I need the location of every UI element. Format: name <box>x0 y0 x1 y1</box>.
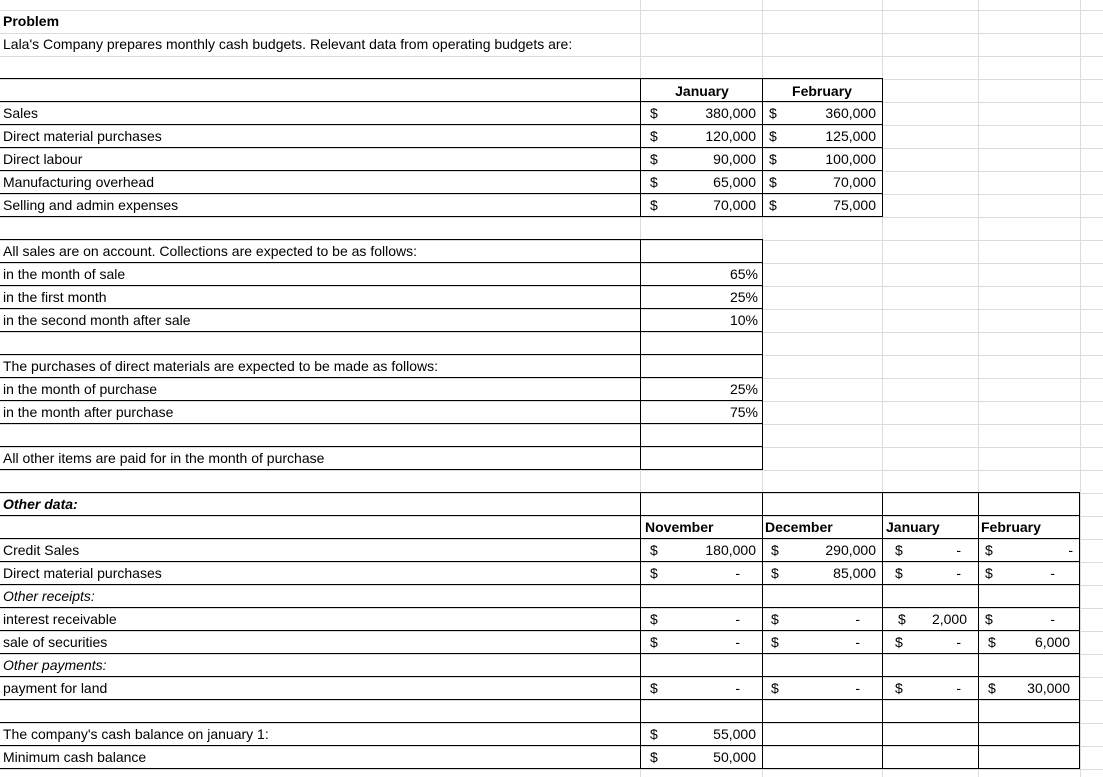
feb-value: 125,000 <box>825 128 876 144</box>
grid-row-line <box>0 562 1103 563</box>
grid-row-line <box>0 723 1103 724</box>
purchases-value: 75% <box>729 404 758 420</box>
grid-row-line <box>0 217 1103 218</box>
border-line <box>0 722 1080 723</box>
grid-row-line <box>0 148 1103 149</box>
border-line <box>0 216 883 217</box>
border-line <box>0 446 763 447</box>
budget-header-january: January <box>675 83 729 99</box>
grid-row-line <box>0 125 1103 126</box>
border-line <box>0 745 1080 746</box>
row-label: Direct material purchases <box>3 565 162 581</box>
dollar-sign: $ <box>650 542 658 558</box>
dollar-sign: $ <box>650 174 658 190</box>
row-label: Manufacturing overhead <box>3 174 154 190</box>
nov-value: - <box>735 565 740 581</box>
border-line <box>0 699 1080 700</box>
dollar-sign: $ <box>769 128 777 144</box>
border-line <box>640 78 641 216</box>
jan-value: - <box>956 565 961 581</box>
grid-row-line <box>0 654 1103 655</box>
grid-row-line <box>0 585 1103 586</box>
grid-row-line <box>0 194 1103 195</box>
jan-value: - <box>956 680 961 696</box>
border-line <box>0 147 883 148</box>
feb-value: - <box>1068 542 1073 558</box>
row-label: Sales <box>3 105 39 121</box>
feb-value: 6,000 <box>1034 634 1070 650</box>
dollar-sign: $ <box>650 565 658 581</box>
feb-value: - <box>1050 611 1055 627</box>
grid-row-line <box>0 401 1103 402</box>
grid-row-line <box>0 677 1103 678</box>
jan-value: 70,000 <box>713 197 756 213</box>
dollar-sign: $ <box>771 565 779 581</box>
grid-row-line <box>0 447 1103 448</box>
border-line <box>0 262 763 263</box>
dollar-sign: $ <box>769 197 777 213</box>
header-february: February <box>981 519 1041 535</box>
grid-row-line <box>0 470 1103 471</box>
grid-row-line <box>0 263 1103 264</box>
border-line <box>882 78 883 216</box>
border-line <box>0 101 883 102</box>
grid-row-line <box>0 631 1103 632</box>
border-line <box>0 653 1080 654</box>
row-label: Direct material purchases <box>3 128 162 144</box>
feb-value: 360,000 <box>825 105 876 121</box>
other-receipts-label: Other receipts: <box>3 588 95 604</box>
border-line <box>0 423 763 424</box>
dollar-sign: $ <box>895 565 903 581</box>
dollar-sign: $ <box>650 726 658 742</box>
dollar-sign: $ <box>771 680 779 696</box>
border-line <box>0 469 763 470</box>
dollar-sign: $ <box>895 634 903 650</box>
dollar-sign: $ <box>988 680 996 696</box>
border-line <box>0 354 763 355</box>
dollar-sign: $ <box>650 749 658 765</box>
dollar-sign: $ <box>650 611 658 627</box>
border-line <box>0 538 1080 539</box>
grid-row-line <box>0 355 1103 356</box>
dollar-sign: $ <box>650 634 658 650</box>
nov-value: - <box>735 680 740 696</box>
dollar-sign: $ <box>985 565 993 581</box>
grid-row-line <box>0 332 1103 333</box>
grid-row-line <box>0 102 1103 103</box>
border-line <box>978 492 979 768</box>
grid-row-line <box>0 493 1103 494</box>
grid-row-line <box>0 240 1103 241</box>
border-line <box>0 285 763 286</box>
purchases-value: 25% <box>729 381 758 397</box>
dollar-sign: $ <box>769 151 777 167</box>
border-line <box>0 515 1080 516</box>
border-line <box>1079 492 1080 768</box>
row-label: Credit Sales <box>3 542 80 558</box>
border-line <box>0 676 1080 677</box>
grid-row-line <box>0 700 1103 701</box>
grid-row-line <box>0 79 1103 80</box>
header-december: December <box>765 519 833 535</box>
purchases-label: in the month after purchase <box>3 404 174 420</box>
border-line <box>0 193 883 194</box>
grid-row-line <box>0 171 1103 172</box>
jan-value: 2,000 <box>931 611 967 627</box>
dollar-sign: $ <box>771 611 779 627</box>
collections-title: All sales are on account. Collections are expected to be as follows: <box>3 243 418 259</box>
dollar-sign: $ <box>771 634 779 650</box>
dollar-sign: $ <box>895 680 903 696</box>
header-november: November <box>645 519 714 535</box>
jan-value: - <box>956 634 961 650</box>
border-line <box>0 377 763 378</box>
border-line <box>762 239 763 469</box>
row-label: Direct labour <box>3 151 83 167</box>
jan-value: 90,000 <box>713 151 756 167</box>
feb-value: 30,000 <box>1027 680 1070 696</box>
border-line <box>640 239 641 469</box>
dollar-sign: $ <box>985 611 993 627</box>
grid-row-line <box>0 608 1103 609</box>
dollar-sign: $ <box>769 174 777 190</box>
min-balance-value: 50,000 <box>713 749 756 765</box>
problem-intro: Lala's Company prepares monthly cash budgets. Relevant data from operating budgets are: <box>3 36 573 52</box>
nov-value: - <box>735 611 740 627</box>
row-label: Selling and admin expenses <box>3 197 179 213</box>
purchases-title: The purchases of direct materials are expected to be made as follows: <box>3 358 438 374</box>
nov-value: - <box>735 634 740 650</box>
border-line <box>0 124 883 125</box>
border-line <box>0 170 883 171</box>
dollar-sign: $ <box>985 542 993 558</box>
dollar-sign: $ <box>650 197 658 213</box>
collections-label: in the month of sale <box>3 266 126 282</box>
header-january: January <box>886 519 940 535</box>
border-line <box>640 492 641 768</box>
collections-value: 25% <box>729 289 758 305</box>
collections-value: 10% <box>729 312 758 328</box>
grid-row-line <box>0 309 1103 310</box>
cash-balance-value: 55,000 <box>713 726 756 742</box>
dec-value: - <box>855 634 860 650</box>
grid-row-line <box>0 539 1103 540</box>
border-line <box>0 331 763 332</box>
border-line <box>0 308 763 309</box>
budget-header-february: February <box>792 83 852 99</box>
dollar-sign: $ <box>650 151 658 167</box>
border-line <box>0 400 763 401</box>
border-line <box>0 768 1080 769</box>
row-label: payment for land <box>3 680 108 696</box>
dec-value: 85,000 <box>833 565 876 581</box>
nov-value: 180,000 <box>705 542 756 558</box>
grid-row-line <box>0 516 1103 517</box>
border-line <box>0 607 1080 608</box>
jan-value: 380,000 <box>705 105 756 121</box>
cash-balance-label: The company's cash balance on january 1: <box>3 726 269 742</box>
row-label: sale of securities <box>3 634 108 650</box>
collections-label: in the first month <box>3 289 107 305</box>
other-payments-label: Other payments: <box>3 657 107 673</box>
grid-row-line <box>0 10 1103 11</box>
jan-value: 120,000 <box>705 128 756 144</box>
min-balance-label: Minimum cash balance <box>3 749 147 765</box>
problem-heading: Problem <box>3 13 60 29</box>
grid-row-line <box>0 746 1103 747</box>
border-line <box>0 561 1080 562</box>
grid-col-line <box>1080 0 1081 777</box>
border-line <box>0 630 1080 631</box>
border-line <box>0 584 1080 585</box>
feb-value: 75,000 <box>833 197 876 213</box>
border-line <box>0 492 1080 493</box>
row-label: interest receivable <box>3 611 117 627</box>
border-line <box>0 78 883 79</box>
feb-value: 100,000 <box>825 151 876 167</box>
dollar-sign: $ <box>650 680 658 696</box>
other-data-title: Other data: <box>3 496 78 512</box>
dollar-sign: $ <box>769 105 777 121</box>
dollar-sign: $ <box>650 105 658 121</box>
collections-value: 65% <box>729 266 758 282</box>
dollar-sign: $ <box>771 542 779 558</box>
other-items-note: All other items are paid for in the month of purchase <box>3 450 325 466</box>
dec-value: 290,000 <box>825 542 876 558</box>
border-line <box>882 492 883 768</box>
dollar-sign: $ <box>988 634 996 650</box>
dec-value: - <box>855 611 860 627</box>
grid-row-line <box>0 424 1103 425</box>
collections-label: in the second month after sale <box>3 312 191 328</box>
jan-value: - <box>956 542 961 558</box>
border-line <box>0 239 763 240</box>
feb-value: 70,000 <box>833 174 876 190</box>
grid-row-line <box>0 33 1103 34</box>
dollar-sign: $ <box>898 611 906 627</box>
purchases-label: in the month of purchase <box>3 381 158 397</box>
dollar-sign: $ <box>895 542 903 558</box>
grid-row-line <box>0 286 1103 287</box>
feb-value: - <box>1050 565 1055 581</box>
dollar-sign: $ <box>650 128 658 144</box>
grid-row-line <box>0 378 1103 379</box>
jan-value: 65,000 <box>713 174 756 190</box>
dec-value: - <box>855 680 860 696</box>
border-line <box>762 492 763 768</box>
grid-row-line <box>0 56 1103 57</box>
grid-row-line <box>0 769 1103 770</box>
